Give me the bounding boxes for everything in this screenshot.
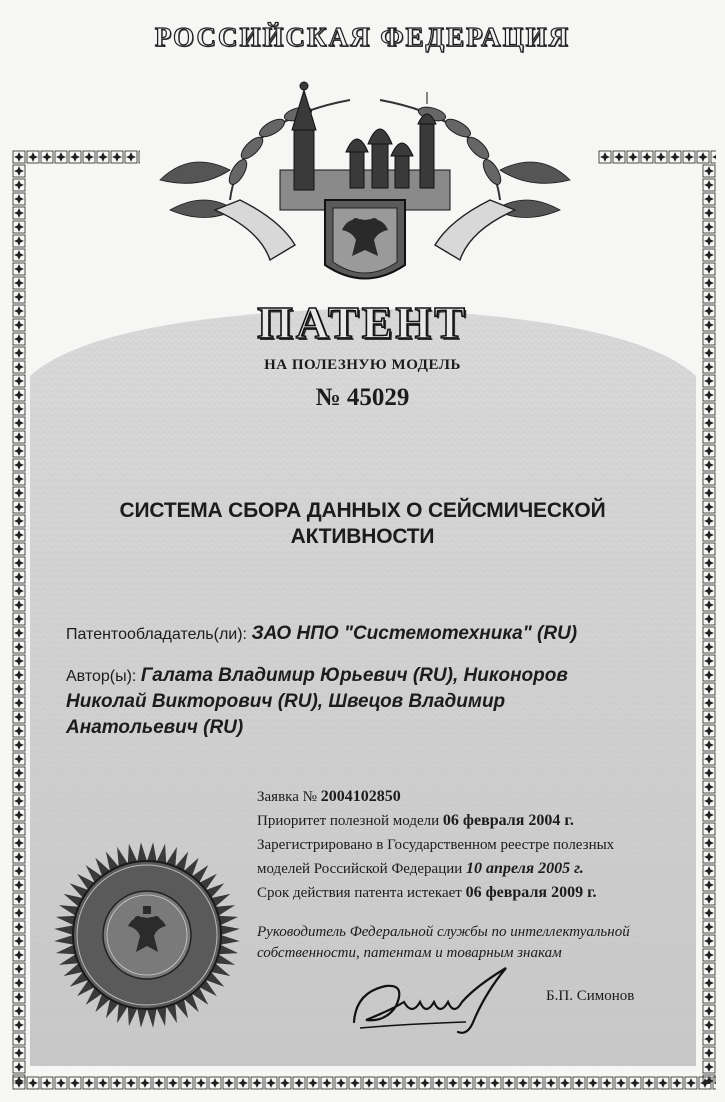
signatory-name: Б.П. Симонов — [546, 988, 635, 1004]
priority-label: Приоритет полезной модели — [257, 813, 440, 829]
patent-number: № 45029 — [315, 384, 410, 411]
authors-block — [66, 663, 626, 741]
authors-line: Анатольевич (RU) — [66, 717, 244, 738]
registered-label: моделей Российской Федерации — [257, 861, 463, 877]
holder-label: Патентообладатель(ли): — [66, 626, 247, 643]
border-top-right — [598, 150, 716, 164]
expiry-label: Срок действия патента истекает — [257, 885, 462, 901]
signatory-title-line: собственности, патентам и товарным знакам — [257, 945, 562, 961]
invention-title-line: АКТИВНОСТИ — [290, 525, 435, 548]
application-label: Заявка № — [257, 789, 317, 805]
holder-value: ЗАО НПО "Системотехника" (RU) — [251, 623, 578, 644]
document-type-title: ПАТЕНТ — [257, 297, 468, 348]
handwritten-signature — [346, 962, 516, 1042]
authors-line: Галата Владимир Юрьевич (RU), Никоноров — [140, 665, 568, 686]
registered-label: Зарегистрировано в Государственном реестре полезных — [257, 837, 615, 853]
country-title: РОССИЙСКАЯ ФЕДЕРАЦИЯ — [154, 22, 571, 52]
invention-title — [60, 498, 665, 550]
expiry-date: 06 февраля 2009 г. — [465, 884, 597, 901]
document-subtitle: НА ПОЛЕЗНУЮ МОДЕЛЬ — [264, 357, 461, 373]
authors-line: Николай Викторович (RU), Швецов Владимир — [66, 691, 506, 712]
registered-date: 10 апреля 2005 г. — [466, 860, 584, 877]
border-bottom — [12, 1076, 716, 1090]
authors-label: Автор(ы): — [66, 668, 137, 685]
signatory-title-line: Руководитель Федеральной службы по интеллектуальной — [257, 924, 630, 940]
priority-date: 06 февраля 2004 г. — [442, 812, 574, 829]
application-number: 2004102850 — [320, 788, 401, 805]
patent-holder — [66, 622, 577, 646]
signatory-title — [257, 922, 697, 964]
official-seal-image — [52, 840, 242, 1030]
kremlin-emblem-image — [120, 60, 610, 300]
invention-title-line: СИСТЕМА СБОРА ДАННЫХ О СЕЙСМИЧЕСКОЙ — [119, 499, 606, 522]
registration-details — [257, 785, 687, 905]
